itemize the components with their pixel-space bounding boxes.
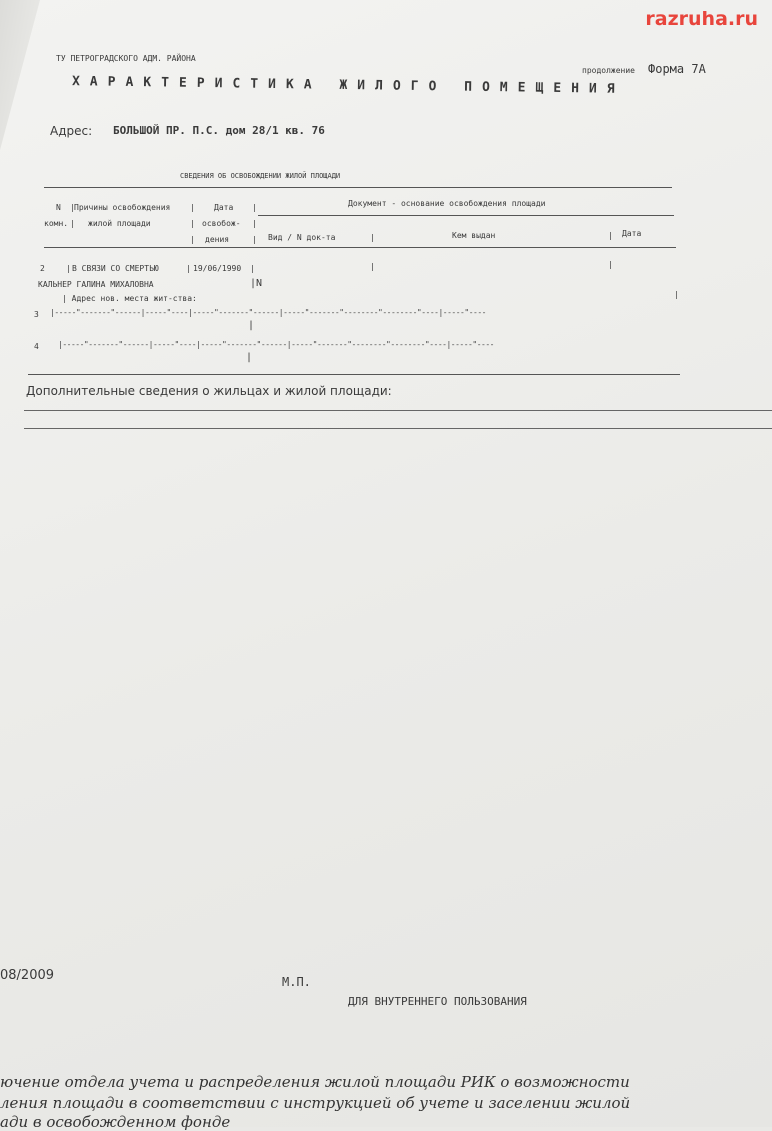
row-separator: |	[248, 320, 255, 331]
row-separator: |	[246, 352, 253, 363]
header-separator: |	[190, 203, 195, 212]
header-date-line1: Дата	[214, 203, 234, 212]
paper-fold	[0, 0, 40, 150]
conclusion-line-1: ючение отдела учета и распределения жилой площади РИК о возможности	[0, 1073, 630, 1091]
row-new-address-label: | Адрес нов. места жит-ства:	[62, 294, 197, 303]
header-komn: комн.	[44, 219, 69, 228]
internal-use-label: ДЛЯ ВНУТРЕННЕГО ПОЛЬЗОВАНИЯ	[348, 995, 527, 1008]
header-separator: |	[252, 219, 257, 228]
header-doc-type: Вид / N док-та	[268, 233, 336, 242]
continuation-label: продолжение	[582, 66, 635, 75]
row-dash-line: |-----"-------"------|-----"----|-----"-------"------|-----"-------"--------"--------"----|-----"----	[50, 308, 486, 317]
row-reason: В СВЯЗИ СО СМЕРТЬЮ	[72, 264, 159, 273]
header-separator: |	[252, 235, 257, 244]
watermark: razruha.ru	[645, 8, 758, 30]
row-date: 19/06/1990	[193, 264, 242, 273]
header-document: Документ - основание освобождения площади	[348, 199, 546, 208]
header-separator: |	[190, 219, 195, 228]
table-bottom-line	[28, 374, 680, 375]
header-date-line3: дения	[205, 235, 230, 244]
header-issued-by: Кем выдан	[452, 231, 496, 240]
additional-info-line	[24, 410, 772, 411]
additional-info-line	[24, 428, 772, 429]
header-separator: |	[70, 203, 75, 212]
table-header-bottom-line	[44, 247, 676, 248]
header-separator: |	[252, 203, 257, 212]
address-value: БОЛЬШОЙ ПР. П.С. дом 28/1 кв. 76	[113, 124, 325, 137]
section-title: СВЕДЕНИЯ ОБ ОСВОБОЖДЕНИИ ЖИЛОЙ ПЛОЩАДИ	[180, 172, 341, 180]
form-number: Форма 7А	[648, 62, 706, 76]
row-doc-number-mark: |N	[250, 278, 263, 289]
header-separator: |	[70, 219, 75, 228]
additional-info-label: Дополнительные сведения о жильцах и жилой площади:	[26, 384, 392, 398]
header-reason-line2: жилой площади	[88, 219, 151, 228]
organization-name: ТУ ПЕТРОГРАДСКОГО АДМ. РАЙОНА	[56, 54, 196, 63]
row-number: 4	[34, 342, 39, 351]
table-top-line	[44, 187, 672, 188]
header-separator: |	[370, 233, 375, 242]
row-separator: |	[608, 260, 613, 269]
row-number: 3	[34, 310, 39, 319]
row-number: 2	[40, 264, 45, 273]
document-title: ХАРАКТЕРИСТИКА ЖИЛОГО ПОМЕЩЕНИЯ	[71, 74, 625, 97]
address-label: Адрес:	[50, 124, 93, 138]
row-separator: |	[186, 264, 191, 273]
header-doc-date: Дата	[622, 229, 642, 238]
conclusion-line-3: ади в освобожденном фонде	[0, 1113, 231, 1131]
row-separator: |	[66, 264, 71, 273]
row-person-name: КАЛЬНЕР ГАЛИНА МИХАЛОВНА	[38, 280, 154, 289]
header-separator: |	[190, 235, 195, 244]
header-n: N	[56, 203, 61, 212]
row-dash-line: |-----"-------"------|-----"----|-----"-------"------|-----"-------"--------"--------"----|-----"----	[58, 340, 494, 349]
header-separator: |	[608, 231, 613, 240]
row-separator: |	[250, 264, 255, 273]
stamp-placeholder: М.П.	[282, 975, 311, 989]
header-reason-line1: Причины освобождения	[74, 203, 171, 212]
row-separator: |	[674, 290, 679, 299]
table-doc-subline	[258, 215, 674, 216]
conclusion-line-2: ления площади в соответствии с инструкцией об учете и заселении жилой	[0, 1094, 631, 1112]
footer-date: 08/2009	[0, 968, 55, 983]
row-separator: |	[370, 262, 375, 271]
header-date-line2: освобож-	[202, 219, 241, 228]
